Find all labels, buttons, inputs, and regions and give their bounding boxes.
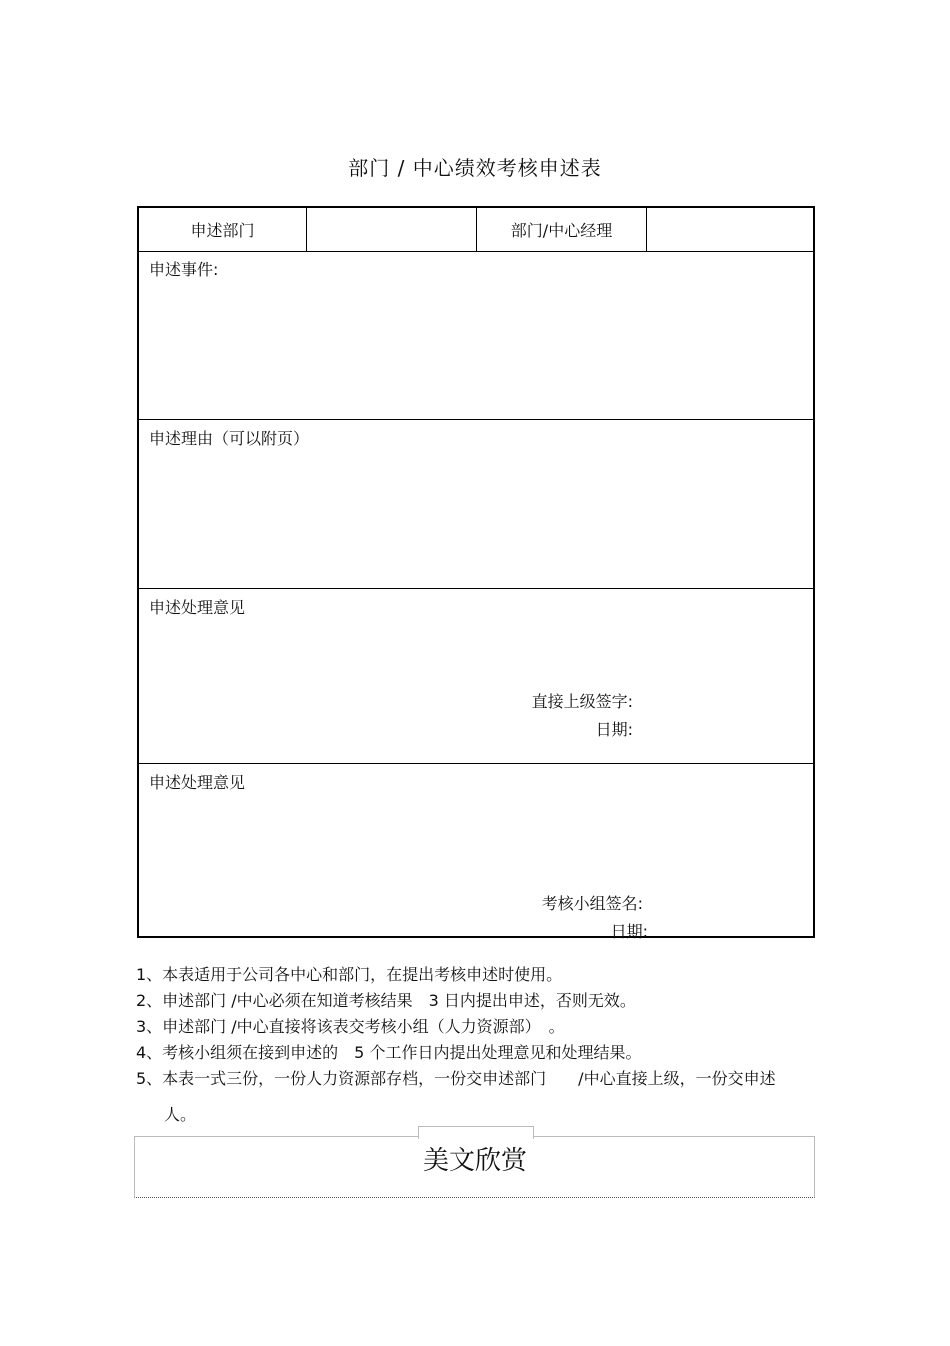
notes-list (136, 962, 856, 1128)
footer-title: 美文欣赏 (422, 1146, 527, 1176)
appeal-form-table (137, 206, 815, 941)
manager-label: 部门/中心经理 (477, 208, 647, 251)
dept-field[interactable] (307, 208, 477, 251)
event-label: 申述事件: (149, 260, 219, 279)
event-section[interactable] (139, 251, 813, 420)
committee-signature-label: 考核小组签名: (541, 894, 643, 913)
document-title: 部门 / 中心绩效考核申述表 (348, 156, 602, 180)
footer-tab (418, 1126, 534, 1139)
supervisor-date-label: 日期: (595, 720, 633, 739)
note-item: 2、申述部门 /中心必须在知道考核结果 3 日内提出申述，否则无效。 (136, 991, 636, 1010)
supervisor-opinion-section[interactable] (139, 589, 813, 764)
reason-section[interactable] (139, 420, 813, 589)
committee-opinion-section[interactable] (139, 764, 813, 941)
committee-opinion-label: 申述处理意见 (149, 773, 246, 792)
supervisor-opinion-label: 申述处理意见 (149, 598, 246, 617)
manager-field[interactable] (647, 208, 815, 251)
note-item: 4、考核小组须在接到申述的 5 个工作日内提出处理意见和处理结果。 (136, 1043, 642, 1062)
dept-label: 申述部门 (139, 208, 307, 251)
supervisor-signature-label: 直接上级签字: (531, 692, 633, 711)
note-item: 3、申述部门 /中心直接将该表交考核小组（人力资源部） 。 (136, 1017, 565, 1036)
header-row (139, 208, 813, 252)
committee-date-label: 日期: (610, 922, 648, 941)
note-item: 5、本表一式三份，一份人力资源部存档，一份交申述部门 /中心直接上级，一份交申述 (136, 1069, 776, 1088)
note-item-continuation: 人。 (164, 1105, 197, 1124)
reason-label: 申述理由（可以附页） (149, 429, 310, 448)
note-item: 1、本表适用于公司各中心和部门，在提出考核申述时使用。 (136, 965, 563, 984)
